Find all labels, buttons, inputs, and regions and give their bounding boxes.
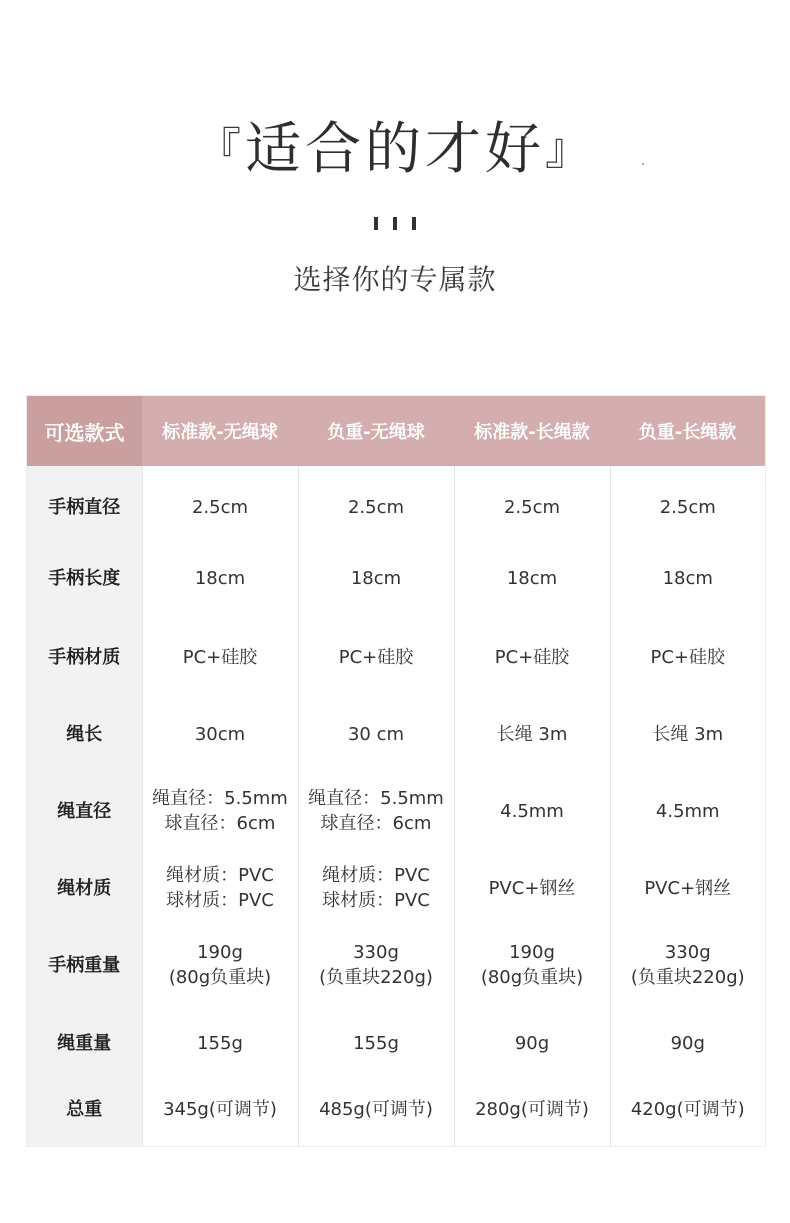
cell-text: 190g (509, 942, 555, 963)
cell-text: 球材质：PVC (322, 890, 430, 911)
cell-text: 2.5cm (191, 496, 249, 518)
divider-mark (412, 217, 416, 230)
bracket-close: 』 (545, 124, 593, 175)
table-cell (142, 608, 298, 706)
table-cell (298, 860, 454, 916)
table-cell (454, 1072, 610, 1146)
table-cell (298, 1072, 454, 1146)
table-cell (298, 608, 454, 706)
table-cell (454, 706, 610, 762)
cell-text: 18cm (350, 567, 402, 589)
table-cell (454, 860, 610, 916)
table-cell (610, 706, 765, 762)
cell-text: 2.5cm (659, 496, 716, 518)
table-cell (142, 916, 298, 1014)
cell-text: (80g负重块) (168, 967, 272, 988)
row-label: 绳重量 (27, 1014, 142, 1072)
row-label: 绳材质 (27, 860, 142, 916)
cell-text: PVC+钢丝 (488, 877, 576, 899)
cell-text: PC+硅胶 (182, 646, 258, 668)
table-cell (610, 1072, 765, 1146)
cell-text: 155g (353, 1032, 399, 1054)
divider-marks (0, 217, 790, 230)
table-cell (298, 1014, 454, 1072)
table-row (27, 1014, 765, 1072)
spec-table (27, 396, 765, 1146)
table-row (27, 706, 765, 762)
column-header: 标准款-长绳款 (454, 396, 610, 466)
table-cell (454, 916, 610, 1014)
page-title (0, 112, 790, 188)
table-body (27, 466, 765, 1146)
cell-text: 长绳 3m (652, 723, 724, 745)
table-cell (454, 466, 610, 548)
cell-text: 2.5cm (347, 496, 405, 518)
cell-text: 球直径：6cm (320, 813, 432, 834)
table-cell (610, 1014, 765, 1072)
cell-text: 球材质：PVC (166, 890, 274, 911)
table-cell (142, 1072, 298, 1146)
decorative-dot (642, 163, 644, 165)
table-row (27, 1072, 765, 1146)
cell-text: (负重块220g) (319, 967, 433, 988)
cell-text: 330g (664, 942, 711, 963)
table-cell (610, 466, 765, 548)
cell-text: 190g (197, 942, 243, 963)
table-cell (142, 466, 298, 548)
cell-text: (负重块220g) (630, 967, 745, 988)
table-cell (298, 548, 454, 608)
row-label: 手柄材质 (27, 608, 142, 706)
column-header: 负重-无绳球 (298, 396, 454, 466)
table-cell (142, 762, 298, 860)
cell-text: PC+硅胶 (338, 646, 414, 668)
cell-text: PVC+钢丝 (644, 877, 732, 899)
cell-text: 4.5mm (500, 800, 564, 822)
header-label: 可选款式 (27, 396, 142, 466)
cell-text: PC+硅胶 (494, 646, 570, 668)
cell-text: 90g (514, 1032, 550, 1054)
page-subtitle: 选择你的专属款 (293, 263, 497, 296)
cell-text: 绳直径：5.5mm (152, 788, 288, 809)
cell-text: 绳直径：5.5mm (308, 788, 444, 809)
cell-text: 18cm (506, 567, 558, 589)
table-header-row (27, 396, 765, 466)
cell-text: 2.5cm (503, 496, 561, 518)
cell-text: 18cm (194, 567, 246, 589)
cell-text: 30cm (194, 723, 246, 745)
divider-mark (374, 217, 378, 230)
table-cell (454, 608, 610, 706)
cell-text: 绳材质：PVC (166, 865, 274, 886)
row-label: 总重 (27, 1072, 142, 1146)
divider-mark (393, 217, 397, 230)
column-header: 标准款-无绳球 (142, 396, 298, 466)
table-cell (298, 706, 454, 762)
row-label: 手柄直径 (27, 466, 142, 548)
table-cell (142, 706, 298, 762)
table-cell (298, 466, 454, 548)
row-label: 手柄重量 (27, 916, 142, 1014)
column-header: 负重-长绳款 (610, 396, 765, 466)
table-cell (142, 860, 298, 916)
table-cell (298, 916, 454, 1014)
table-cell (142, 1014, 298, 1072)
table-row (27, 466, 765, 548)
bracket-open: 『 (197, 124, 245, 175)
table-row (27, 916, 765, 1014)
table-cell (610, 762, 765, 860)
title-text: 适合的才好 (245, 117, 545, 182)
cell-text: 绳材质：PVC (322, 865, 430, 886)
cell-text: 30 cm (347, 723, 405, 745)
cell-text: PC+硅胶 (650, 646, 725, 668)
cell-text: 长绳 3m (496, 723, 568, 745)
cell-text: 4.5mm (655, 800, 720, 822)
table-cell (454, 1014, 610, 1072)
cell-text: 18cm (662, 567, 713, 589)
table-cell (610, 916, 765, 1014)
cell-text: 330g (353, 942, 399, 963)
row-label: 绳长 (27, 706, 142, 762)
cell-text: 90g (670, 1032, 705, 1054)
cell-text: (80g负重块) (480, 967, 584, 988)
cell-text: 345g(可调节) (163, 1098, 277, 1120)
table-row (27, 762, 765, 860)
cell-text: 155g (197, 1032, 243, 1054)
table-row (27, 860, 765, 916)
row-label: 绳直径 (27, 762, 142, 860)
cell-text: 球直径：6cm (164, 813, 276, 834)
table-row (27, 608, 765, 706)
table-cell (142, 548, 298, 608)
cell-text: 280g(可调节) (475, 1098, 589, 1120)
table-cell (610, 548, 765, 608)
table-row (27, 548, 765, 608)
cell-text: 420g(可调节) (630, 1098, 745, 1120)
cell-text: 485g(可调节) (319, 1098, 433, 1120)
table-cell (454, 548, 610, 608)
table-cell (454, 762, 610, 860)
table-cell (610, 608, 765, 706)
row-label: 手柄长度 (27, 548, 142, 608)
table-cell (610, 860, 765, 916)
table-cell (298, 762, 454, 860)
